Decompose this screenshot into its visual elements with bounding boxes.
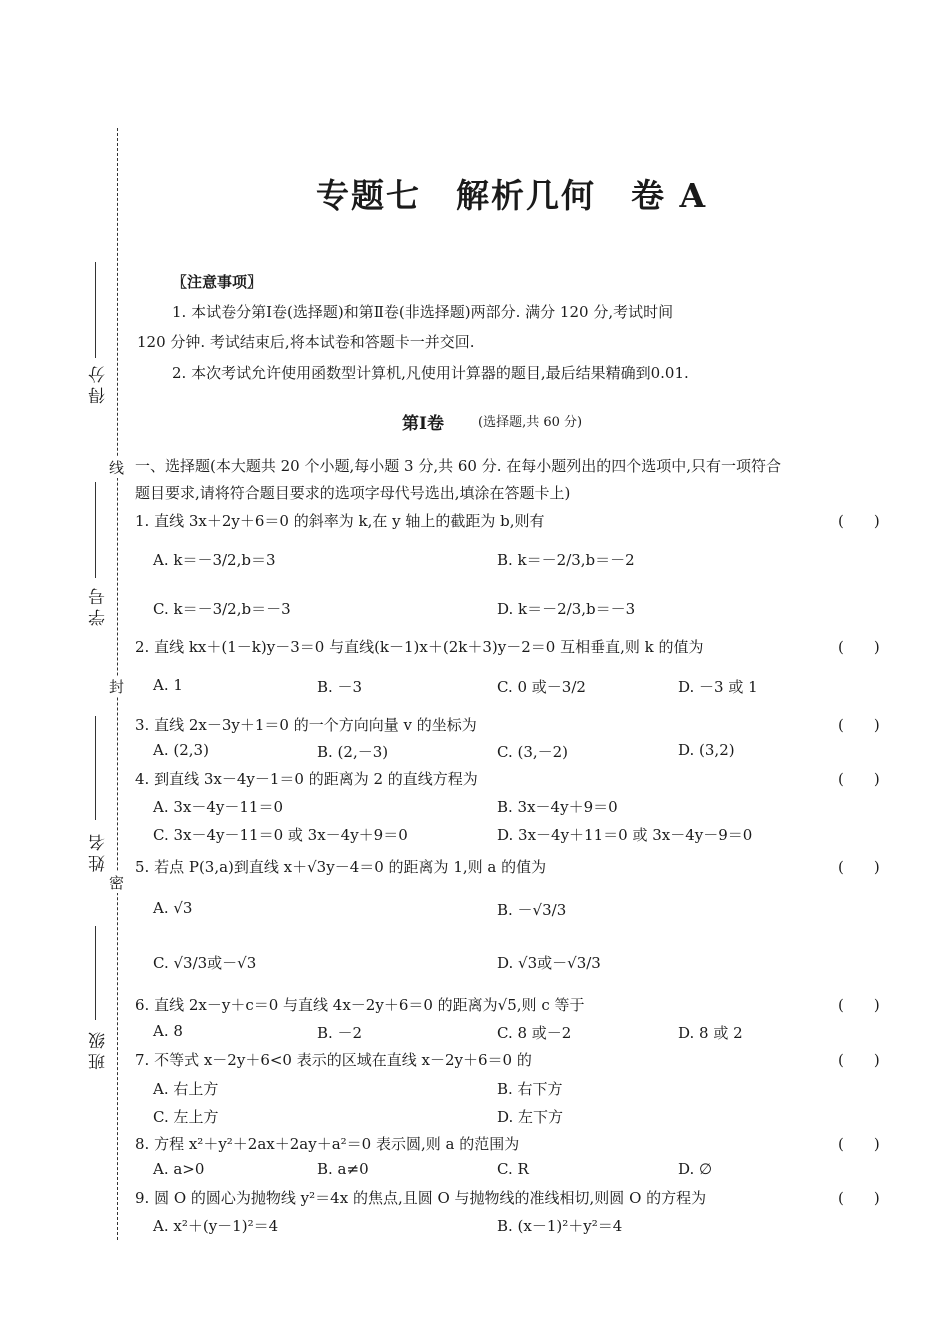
section-instruction-line-2: 题目要求,请将符合题目要求的选项字母代号选出,填涂在答题卡上)	[135, 484, 571, 502]
notice-heading: 〖注意事项〗	[172, 273, 263, 291]
q7-option-a: A. 右上方	[153, 1080, 219, 1098]
q5-option-b: B. －√3/3	[497, 901, 567, 919]
q3-option-d: D. (3,2)	[678, 741, 735, 759]
name-label: 姓名	[89, 830, 109, 872]
score-label: 得分	[89, 362, 109, 404]
q4-option-d: D. 3x－4y＋11＝0 或 3x－4y－9＝0	[497, 826, 753, 844]
q1-stem: 1. 直线 3x＋2y＋6＝0 的斜率为 k,在 y 轴上的截距为 b,则有	[135, 512, 545, 530]
class-blank	[95, 926, 96, 1020]
q6-option-d: D. 8 或 2	[678, 1024, 743, 1042]
q5-option-d: D. √3或－√3/3	[497, 954, 601, 972]
q5-stem: 5. 若点 P(3,a)到直线 x＋√3y－4＝0 的距离为 1,则 a 的值为	[135, 858, 547, 876]
q9-stem: 9. 圆 O 的圆心为抛物线 y²＝4x 的焦点,且圆 O 与抛物线的准线相切,则圆 O 的方程为	[135, 1189, 707, 1207]
binding-mark-feng: 封	[109, 678, 125, 696]
q8-answer-bracket: ( )	[838, 1135, 880, 1153]
q2-option-b: B. －3	[317, 678, 363, 696]
q2-option-a: A. 1	[153, 676, 183, 694]
q9-option-a: A. x²＋(y－1)²＝4	[153, 1217, 279, 1235]
q7-answer-bracket: ( )	[838, 1051, 880, 1069]
binding-mark-xian: 线	[109, 459, 125, 477]
q1-answer-bracket: ( )	[838, 512, 880, 530]
q1-option-b: B. k＝－2/3,b＝－2	[497, 551, 635, 569]
q2-stem: 2. 直线 kx＋(1－k)y－3＝0 与直线(k－1)x＋(2k＋3)y－2＝0 互相垂直,则 k 的值为	[135, 638, 704, 656]
q4-option-a: A. 3x－4y－11＝0	[153, 798, 284, 816]
student-id-label: 学号	[89, 584, 109, 626]
q3-answer-bracket: ( )	[838, 716, 880, 734]
notice-line-1: 1. 本试卷分第Ⅰ卷(选择题)和第Ⅱ卷(非选择题)两部分. 满分 120 分,考试时间	[172, 303, 674, 321]
q9-answer-bracket: ( )	[838, 1189, 880, 1207]
q9-option-b: B. (x－1)²＋y²＝4	[497, 1217, 623, 1235]
q6-option-c: C. 8 或－2	[497, 1024, 572, 1042]
score-blank	[95, 262, 96, 358]
q8-option-d: D. ∅	[678, 1160, 713, 1178]
part1-subheading: (选择题,共 60 分)	[478, 415, 583, 430]
q5-option-a: A. √3	[153, 899, 193, 917]
q3-option-a: A. (2,3)	[153, 741, 209, 759]
student-id-blank	[95, 482, 96, 578]
q6-stem: 6. 直线 2x－y＋c＝0 与直线 4x－2y＋6＝0 的距离为√5,则 c 等于	[135, 996, 585, 1014]
q4-stem: 4. 到直线 3x－4y－1＝0 的距离为 2 的直线方程为	[135, 770, 478, 788]
q2-option-c: C. 0 或－3/2	[497, 678, 586, 696]
q1-option-d: D. k＝－2/3,b＝－3	[497, 600, 636, 618]
q5-answer-bracket: ( )	[838, 858, 880, 876]
q8-option-a: A. a>0	[153, 1160, 205, 1178]
class-label: 班级	[89, 1028, 109, 1070]
name-blank	[95, 716, 96, 820]
q3-stem: 3. 直线 2x－3y＋1＝0 的一个方向向量 v 的坐标为	[135, 716, 477, 734]
part1-heading: 第Ⅰ卷	[402, 414, 444, 434]
q1-option-c: C. k＝－3/2,b＝－3	[153, 600, 291, 618]
q8-option-c: C. R	[497, 1160, 529, 1178]
q7-option-c: C. 左上方	[153, 1108, 219, 1126]
page-title: 专题七 解析几何 卷 A	[316, 176, 708, 215]
q8-stem: 8. 方程 x²＋y²＋2ax＋2ay＋a²＝0 表示圆,则 a 的范围为	[135, 1135, 520, 1153]
q4-answer-bracket: ( )	[838, 770, 880, 788]
q8-option-b: B. a≠0	[317, 1160, 369, 1178]
q3-option-b: B. (2,－3)	[317, 743, 389, 761]
q6-option-a: A. 8	[153, 1022, 183, 1040]
q4-option-c: C. 3x－4y－11＝0 或 3x－4y＋9＝0	[153, 826, 408, 844]
q6-answer-bracket: ( )	[838, 996, 880, 1014]
binding-mark-mi: 密	[109, 874, 125, 892]
q7-stem: 7. 不等式 x－2y＋6<0 表示的区域在直线 x－2y＋6＝0 的	[135, 1051, 532, 1069]
q1-option-a: A. k＝－3/2,b＝3	[153, 551, 276, 569]
q6-option-b: B. －2	[317, 1024, 363, 1042]
q2-answer-bracket: ( )	[838, 638, 880, 656]
notice-line-2: 120 分钟. 考试结束后,将本试卷和答题卡一并交回.	[137, 333, 475, 351]
notice-line-3: 2. 本次考试允许使用函数型计算机,凡使用计算器的题目,最后结果精确到0.01.	[172, 364, 689, 382]
q7-option-d: D. 左下方	[497, 1108, 564, 1126]
section-instruction-line-1: 一、选择题(本大题共 20 个小题,每小题 3 分,共 60 分. 在每小题列出的四个选项中,只有一项符合	[135, 457, 782, 475]
q3-option-c: C. (3,－2)	[497, 743, 569, 761]
q4-option-b: B. 3x－4y＋9＝0	[497, 798, 618, 816]
q7-option-b: B. 右下方	[497, 1080, 563, 1098]
q5-option-c: C. √3/3或－√3	[153, 954, 257, 972]
q2-option-d: D. －3 或 1	[678, 678, 758, 696]
